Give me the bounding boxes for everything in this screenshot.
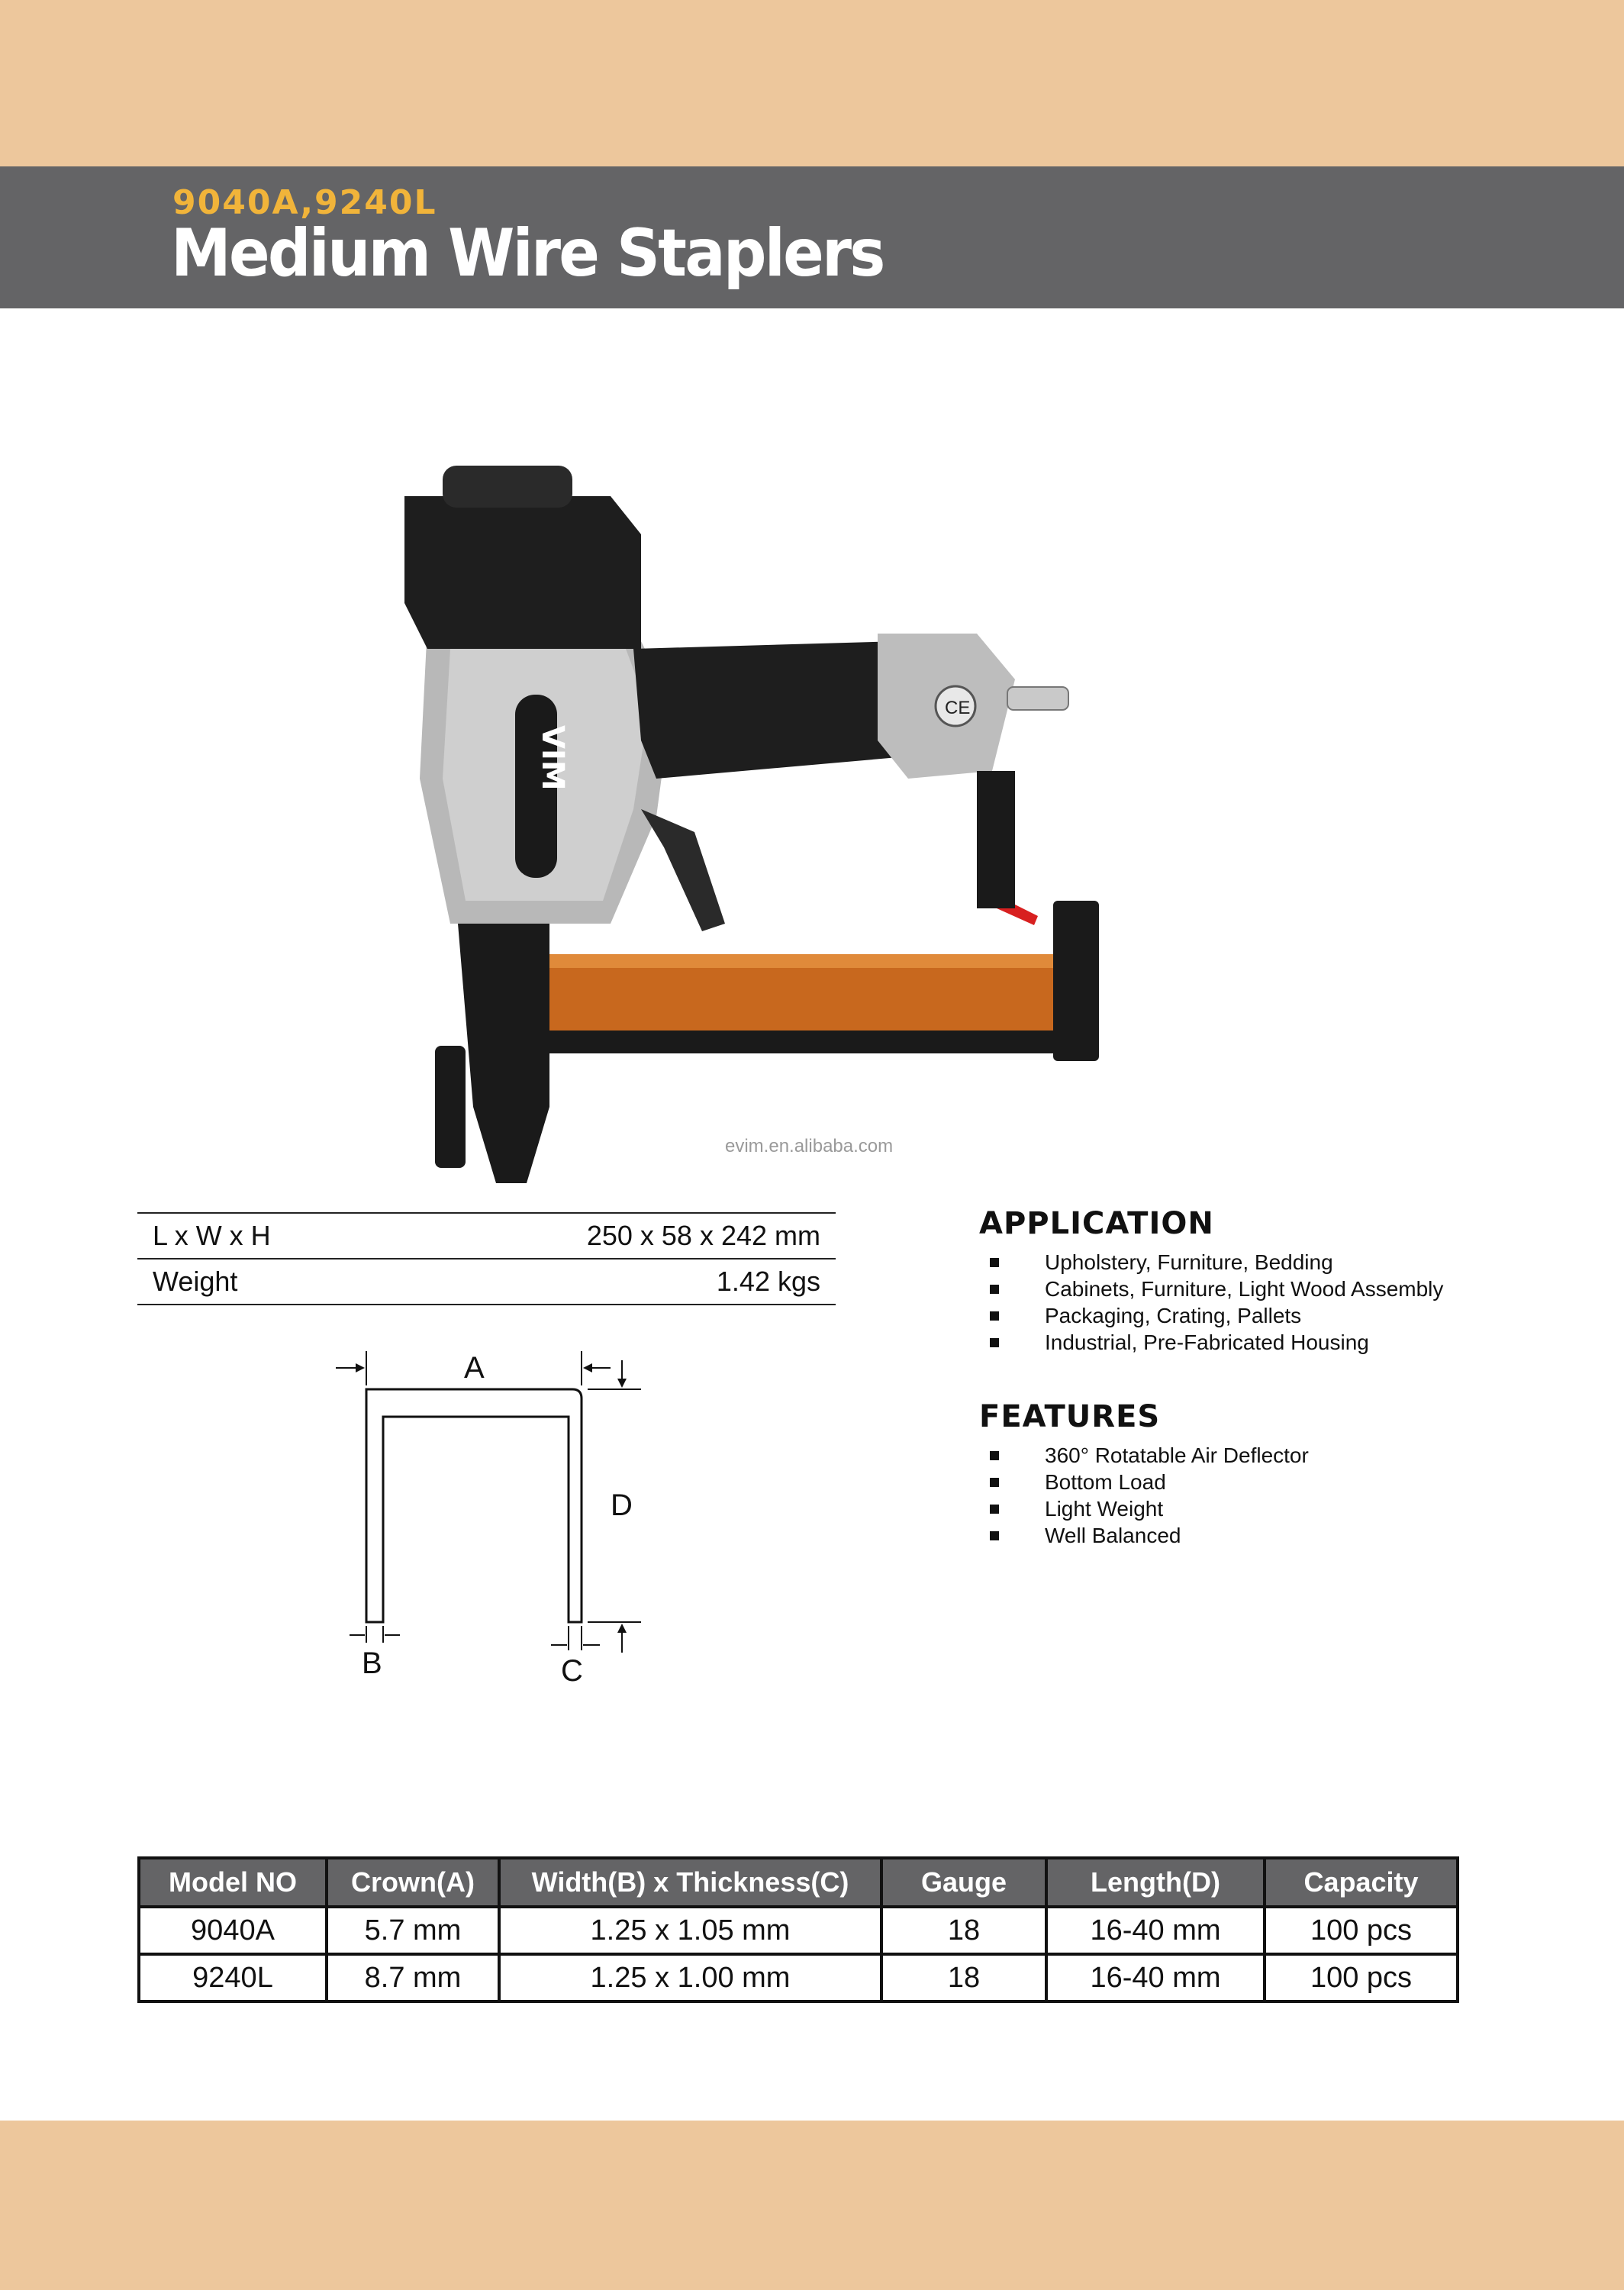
bottom-band [0, 2121, 1624, 2290]
specs-table [137, 1856, 1459, 2003]
nose [458, 924, 549, 1183]
table-cell: 1.25 x 1.05 mm [499, 1907, 881, 1954]
stapler-image [382, 450, 1229, 1198]
top-band [0, 0, 1624, 166]
column-header: Capacity [1265, 1858, 1458, 1907]
column-header: Length(D) [1046, 1858, 1265, 1907]
table-header-row [139, 1858, 1458, 1907]
handle [633, 641, 916, 779]
table-row [139, 1954, 1458, 2001]
table-cell: 18 [881, 1954, 1046, 2001]
table-cell: 5.7 mm [327, 1907, 499, 1954]
list-item-text: Industrial, Pre-Fabricated Housing [1045, 1330, 1369, 1354]
staple-diagram [305, 1343, 672, 1695]
bullet-icon [990, 1285, 999, 1294]
list-item [979, 1495, 1590, 1522]
list-item-text: Well Balanced [1045, 1524, 1181, 1547]
table-row [139, 1907, 1458, 1954]
bullet-icon [990, 1258, 999, 1267]
cap [404, 496, 641, 649]
bullet-icon [990, 1338, 999, 1347]
bullet-icon [990, 1531, 999, 1540]
list-item [979, 1522, 1590, 1549]
bullet-icon [990, 1505, 999, 1514]
weight-value: 1.42 kgs [388, 1259, 836, 1305]
application-list [979, 1249, 1590, 1356]
table-cell: 100 pcs [1265, 1954, 1458, 2001]
weight-label: Weight [137, 1259, 388, 1305]
page-title: Medium Wire Staplers [171, 215, 884, 292]
application-section [979, 1206, 1590, 1356]
list-item [979, 1249, 1590, 1276]
bullet-icon [990, 1478, 999, 1487]
diagram-label-c: C [561, 1654, 583, 1688]
list-item-text: 360° Rotatable Air Deflector [1045, 1443, 1309, 1467]
table-cell: 9040A [139, 1907, 327, 1954]
table-cell: 16-40 mm [1046, 1907, 1265, 1954]
dimension-value: 250 x 58 x 242 mm [388, 1213, 836, 1259]
table-cell: 8.7 mm [327, 1954, 499, 2001]
table-cell: 1.25 x 1.00 mm [499, 1954, 881, 2001]
table-cell: 16-40 mm [1046, 1954, 1265, 2001]
dimensions-table [137, 1212, 836, 1305]
list-item [979, 1469, 1590, 1495]
bullet-icon [990, 1311, 999, 1321]
list-item-text: Cabinets, Furniture, Light Wood Assembly [1045, 1277, 1444, 1301]
list-item-text: Light Weight [1045, 1497, 1164, 1521]
list-item [979, 1442, 1590, 1469]
table-row [137, 1259, 836, 1305]
list-item-text: Packaging, Crating, Pallets [1045, 1304, 1302, 1327]
column-header: Width(B) x Thickness(C) [499, 1858, 881, 1907]
list-item-text: Upholstery, Furniture, Bedding [1045, 1250, 1333, 1274]
ce-mark: CE [945, 698, 971, 718]
diagram-label-d: D [611, 1488, 633, 1522]
application-heading: APPLICATION [979, 1206, 1214, 1241]
diagram-label-a: A [464, 1351, 485, 1385]
list-item [979, 1276, 1590, 1302]
features-list [979, 1442, 1590, 1549]
table-row [137, 1213, 836, 1259]
list-item-text: Bottom Load [1045, 1470, 1166, 1494]
list-item [979, 1329, 1590, 1356]
trigger [641, 809, 725, 931]
brand-logo: VIM [535, 725, 570, 791]
features-section [979, 1399, 1590, 1549]
model-numbers: 9040A,9240L [172, 183, 437, 222]
diagram-label-b: B [362, 1647, 382, 1680]
watermark: evim.en.alibaba.com [725, 1136, 894, 1156]
table-cell: 9240L [139, 1954, 327, 2001]
bullet-icon [990, 1451, 999, 1460]
column-header: Gauge [881, 1858, 1046, 1907]
dimension-label: L x W x H [137, 1213, 388, 1259]
features-heading: FEATURES [979, 1399, 1161, 1434]
column-header: Crown(A) [327, 1858, 499, 1907]
column-header: Model NO [139, 1858, 327, 1907]
air-fitting [1007, 687, 1068, 710]
list-item [979, 1302, 1590, 1329]
table-cell: 100 pcs [1265, 1907, 1458, 1954]
table-cell: 18 [881, 1907, 1046, 1954]
